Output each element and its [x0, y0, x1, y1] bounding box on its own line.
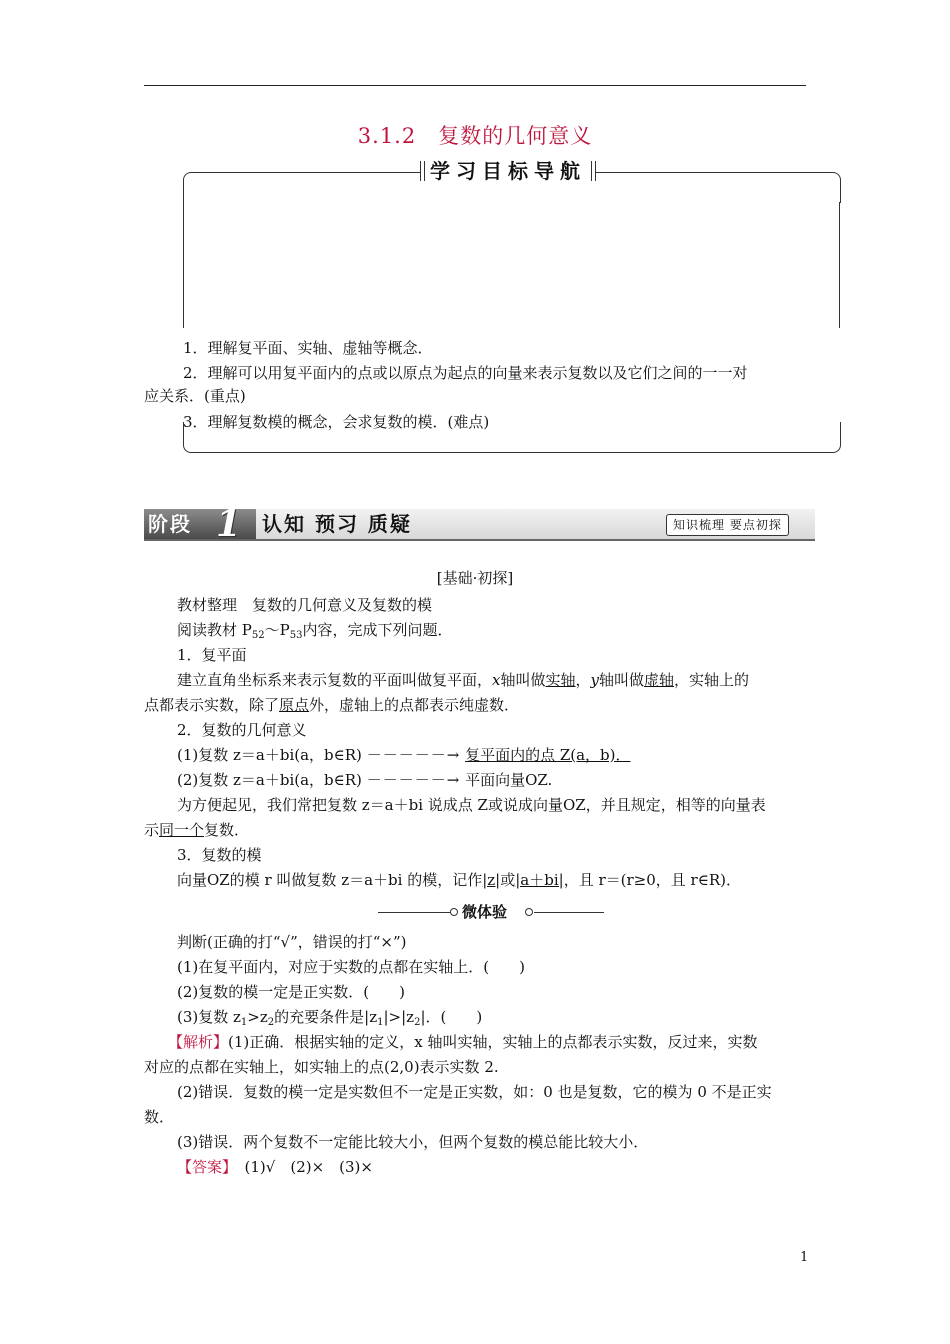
stage-label: 阶段 — [144, 509, 256, 539]
answer-label: 【答案】 — [177, 1158, 230, 1176]
goals-heading: 学习目标导航 — [420, 156, 596, 186]
question-3: (3)复数 $z_1>z_2$的充要条件是$|z_1|>|z_2|$．( ) — [177, 1008, 483, 1028]
section-topic: 教材整理 复数的几何意义及复数的模 — [177, 596, 433, 614]
heading-geometric-meaning: 2．复数的几何意义 — [177, 721, 307, 739]
micro-rule-left — [378, 912, 452, 913]
heading-complex-plane: 1．复平面 — [177, 646, 247, 664]
page-number: 1 — [800, 1250, 809, 1265]
geometric-line-1: (1)复数 z＝a＋bi(a，b∈R) －－－－－→ 复平面内的点 Z(a，b)． — [177, 746, 631, 764]
goals-frame-left — [183, 202, 184, 328]
stage-banner — [144, 503, 815, 545]
analysis-1-cont: 对应的点都在实轴上，如实轴上的点(2,0)表示实数 2. — [144, 1058, 499, 1076]
goal-item-2-cont: 应关系．(重点) — [144, 387, 246, 405]
complex-plane-text-2: 点都表示实数，除了原点外，虚轴上的点都表示纯虚数． — [144, 696, 520, 714]
analysis-label: 【解析】 — [168, 1033, 229, 1051]
analysis-2: (2)错误．复数的模一定是实数但不一定是正实数，如：0 也是复数，它的模为 0 不是正实 — [177, 1083, 772, 1101]
geometric-line-2: (2)复数 z＝a＋bi(a，b∈R) －－－－－→ 平面向量OZ. — [177, 771, 553, 789]
convention-text-1: 为方便起见，我们常把复数 z＝a＋bi 说成点 Z或说成向量OZ，并且规定，相等的向量表 — [177, 796, 766, 814]
answer-line: 【答案】 (1)√ (2)× (3)× — [177, 1158, 373, 1176]
heading-modulus: 3．复数的模 — [177, 846, 262, 864]
goal-item-3: 3．理解复数模的概念，会求复数的模．(难点) — [183, 413, 490, 431]
micro-intro: 判断(正确的打“√”，错误的打“×”) — [177, 933, 407, 951]
question-1: (1)在复平面内，对应于实数的点都在实轴上．( ) — [177, 958, 525, 976]
micro-dot-left — [450, 908, 458, 916]
stage-tag: 知识梳理 要点初探 — [666, 514, 789, 536]
micro-dot-right — [525, 908, 533, 916]
stage-number: 1 — [216, 503, 242, 545]
stage-title: 认知 预习 质疑 — [262, 512, 412, 536]
goal-item-2: 2．理解可以用复平面内的点或以原点为起点的向量来表示复数以及它们之间的一一对 — [183, 364, 748, 382]
modulus-text: 向量OZ的模 r 叫做复数 z＝a＋bi 的模，记作|z|或|a＋bi|，且 r＝(r≥0，且 r∈R)． — [177, 871, 741, 889]
analysis-1: 【解析】(1)正确．根据实轴的定义，x 轴叫实轴，实轴上的点都表示实数，反过来，实数 — [168, 1033, 758, 1051]
goals-frame-right — [839, 202, 840, 328]
header-rule — [144, 85, 806, 86]
micro-rule-right — [534, 912, 604, 913]
section-badge: [基础·初探] — [436, 569, 514, 587]
analysis-3: (3)错误．两个复数不一定能比较大小，但两个复数的模总能比较大小． — [177, 1133, 649, 1151]
analysis-2-cont: 数． — [144, 1108, 175, 1126]
goal-item-1: 1．理解复平面、实轴、虚轴等概念． — [183, 339, 433, 357]
page-title: 3.1.2 复数的几何意义 — [357, 124, 593, 148]
complex-plane-text-1: 建立直角坐标系来表示复数的平面叫做复平面，x轴叫做实轴，y轴叫做虚轴，实轴上的 — [177, 671, 750, 689]
convention-text-2: 示同一个复数． — [144, 821, 250, 839]
micro-heading: 微体验 — [462, 903, 508, 921]
reading-line: 阅读教材 $P_{52}\sim P_{53}$内容，完成下列问题． — [177, 621, 453, 641]
question-2: (2)复数的模一定是正实数．( ) — [177, 983, 405, 1001]
